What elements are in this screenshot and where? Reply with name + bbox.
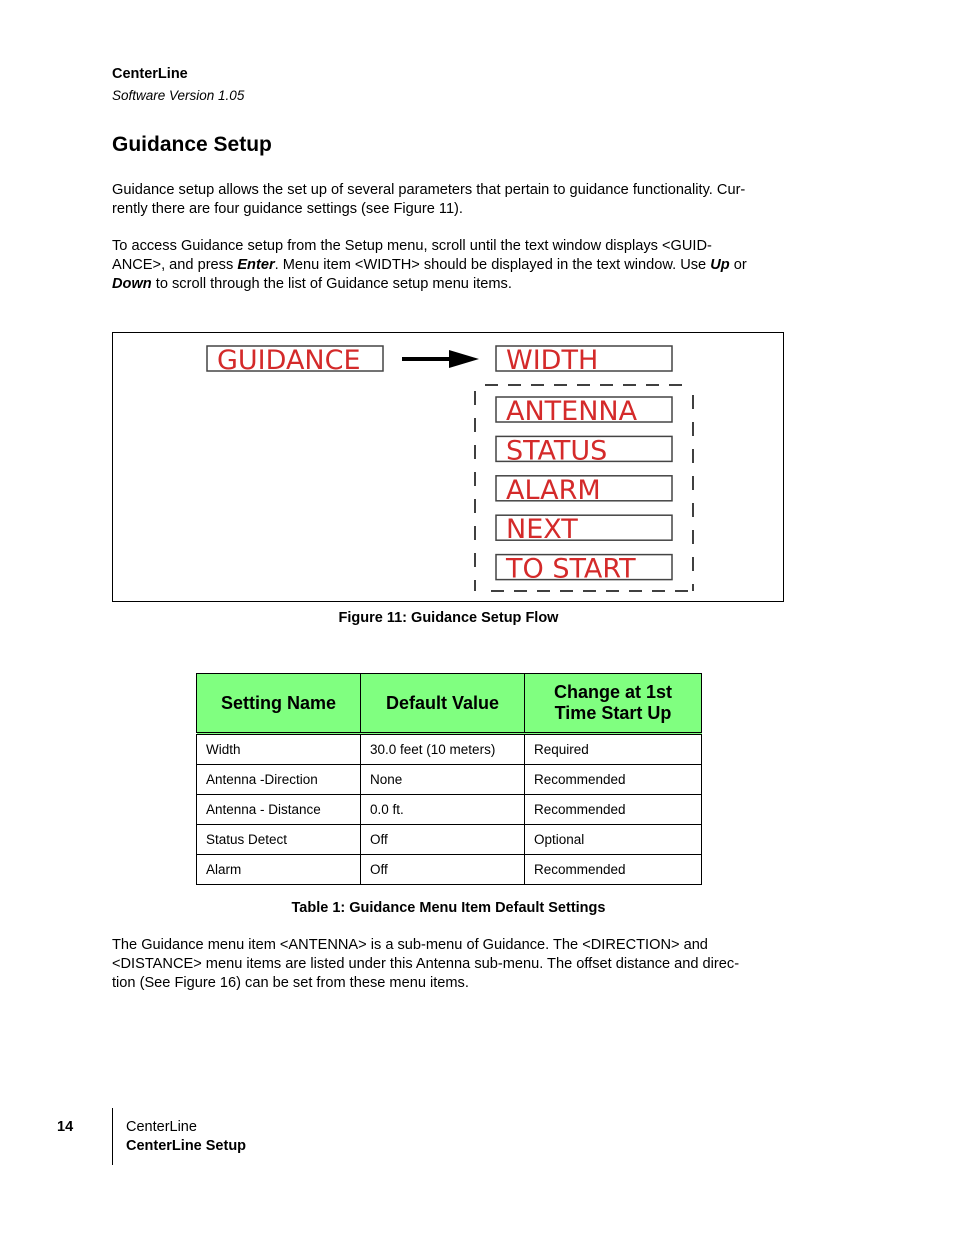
table-row <box>197 795 702 825</box>
paragraph-line: The Guidance menu item <ANTENNA> is a sub-menu of Guidance. The <DIRECTION> and <box>112 937 708 953</box>
table-cell: Antenna -Direction <box>197 765 361 795</box>
table-cell: Off <box>361 825 525 855</box>
table-row <box>197 825 702 855</box>
guidance-flow-diagram <box>113 333 783 601</box>
table-cell: Antenna - Distance <box>197 795 361 825</box>
footer-book-title: CenterLine <box>126 1119 197 1135</box>
menu-label-sub-item: ANTENNA <box>506 396 638 427</box>
table-cell: 30.0 feet (10 meters) <box>361 734 525 765</box>
table-cell: Required <box>525 734 702 765</box>
table-cell: Status Detect <box>197 825 361 855</box>
table-caption: Table 1: Guidance Menu Item Default Settings <box>291 900 606 916</box>
paragraph-text: ANCE>, and press <box>112 257 238 273</box>
guidance-flow-figure <box>112 332 784 602</box>
guidance-settings-table <box>196 673 702 885</box>
table-row <box>197 855 702 885</box>
table-cell: Recommended <box>525 795 702 825</box>
up-key-text: Up <box>710 257 730 273</box>
antenna-paragraph <box>112 936 792 993</box>
paragraph-line: Guidance setup allows the set up of several parameters that pertain to guidance functionality. Cur- <box>112 182 746 198</box>
enter-key-text: Enter <box>237 257 275 273</box>
footer-chapter-title: CenterLine Setup <box>126 1138 247 1154</box>
menu-label-sub-item: TO START <box>506 553 636 585</box>
menu-label-sub-item: STATUS <box>506 435 608 467</box>
menu-label-sub-item: ALARM <box>506 474 601 506</box>
paragraph-line: rently there are four guidance settings (see Figure 11). <box>112 201 463 217</box>
column-header-change-at-start: Change at 1st Time Start Up <box>525 674 702 734</box>
column-header-setting-name: Setting Name <box>197 674 361 734</box>
paragraph-text: or <box>729 257 747 273</box>
table-cell: Optional <box>525 825 702 855</box>
access-paragraph <box>112 237 792 294</box>
page-number: 14 <box>57 1119 74 1135</box>
paragraph-line: tion (See Figure 16) can be set from these menu items. <box>112 975 469 991</box>
figure-caption: Figure 11: Guidance Setup Flow <box>338 610 559 626</box>
section-title: Guidance Setup <box>112 133 272 156</box>
table-cell: Width <box>197 734 361 765</box>
running-header-version: Software Version 1.05 <box>112 88 245 103</box>
down-key-text: Down <box>112 276 152 292</box>
paragraph-text: to scroll through the list of Guidance setup menu items. <box>151 276 512 292</box>
intro-paragraph <box>112 181 792 219</box>
menu-label-guidance: GUIDANCE <box>217 345 361 376</box>
footer-divider <box>112 1108 113 1165</box>
paragraph-line <box>112 256 792 275</box>
table-cell: Recommended <box>525 855 702 885</box>
paragraph-line <box>112 275 792 294</box>
column-header-default-value: Default Value <box>361 674 525 734</box>
table-row <box>197 734 702 765</box>
table-cell: None <box>361 765 525 795</box>
menu-label-width: WIDTH <box>506 345 599 376</box>
table-cell: Alarm <box>197 855 361 885</box>
arrow-head-icon <box>449 350 479 368</box>
table-cell: Off <box>361 855 525 885</box>
table-cell: Recommended <box>525 765 702 795</box>
menu-label-sub-item: NEXT <box>506 514 578 546</box>
table-row <box>197 765 702 795</box>
paragraph-line: <DISTANCE> menu items are listed under this Antenna sub-menu. The offset distance and direc- <box>112 956 740 972</box>
sub-menu-items <box>496 396 672 585</box>
paragraph-text: . Menu item <WIDTH> should be displayed in the text window. Use <box>274 257 711 273</box>
paragraph-line: To access Guidance setup from the Setup menu, scroll until the text window displays <GUID- <box>112 238 712 254</box>
table-header-row <box>197 674 702 734</box>
running-header-title: CenterLine <box>112 66 188 82</box>
table-cell: 0.0 ft. <box>361 795 525 825</box>
